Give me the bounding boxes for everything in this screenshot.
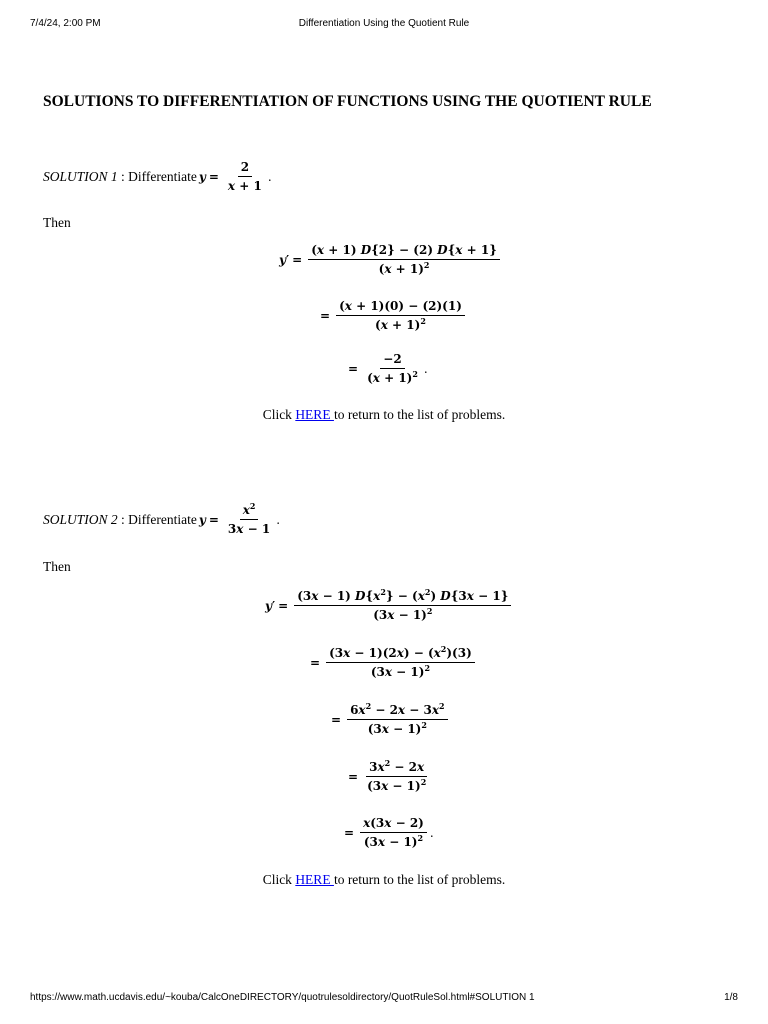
solution-1-step-2: = $\frac{(x + 1)(0) - (2)(1)}{(x + 1)^2}$ — [317, 299, 468, 332]
return-text-after: to return to the list of problems. — [333, 407, 506, 422]
solution-2-step-5: = $\frac{x(3x - 2)}{(3x - 1)^2}$ . — [344, 816, 434, 849]
solution-1-step-1: y ′ = $\frac{(x + 1) D\{2\} - (2) D\{x + 1\}}{(x + 1)^2}$ — [279, 243, 503, 276]
solution-2-step-2: = $\frac{(3x - 1)(2x) - (x^2)(3)}{(3x - 1)^2}$ — [307, 646, 478, 679]
solution-2-statement — [43, 503, 280, 536]
solution-2-then: Then — [43, 559, 71, 574]
solution-2-function: y = $\frac{x^2}{3x - 1}$ . — [198, 501, 281, 536]
page-title: SOLUTIONS TO DIFFERENTIATION OF FUNCTIONS USING THE QUOTIENT RULE — [43, 93, 652, 110]
solution-1-statement — [43, 160, 272, 193]
solution-2-label: SOLUTION 2 — [43, 511, 118, 527]
solution-2-step-4: = $\frac{3x^2 - 2x}{(3x - 1)^2}$ — [348, 758, 427, 793]
solution-2-step-3: = $\frac{6x^2 - 2x - 3x^2}{(3x - 1)^2}$ — [328, 703, 451, 736]
here-link[interactable]: HERE — [295, 872, 334, 887]
solution-1-text: Differentiate — [128, 168, 197, 184]
here-link[interactable]: HERE — [295, 407, 334, 422]
solution-2-step-1: y ′ = $\frac{(3x - 1) D\{x^2\} - (x^2) D\{3x - 1\}}{(3x - 1)^2}$ — [265, 589, 514, 622]
solution-2-text: Differentiate — [128, 511, 197, 527]
solution-2-sep: : — [117, 511, 129, 527]
solution-1-return — [0, 407, 768, 423]
print-page-number: 1/8 — [724, 992, 738, 1003]
print-url: https://www.math.ucdavis.edu/~kouba/CalcOneDIRECTORY/quotrulesoldirectory/QuotRuleSol.html#SOLUTION 1 — [30, 992, 535, 1003]
print-datetime: 7/4/24, 2:00 PM — [30, 18, 101, 29]
return-text-before: Click — [262, 872, 296, 887]
solution-1-sep: : — [117, 168, 129, 184]
print-header — [0, 18, 768, 34]
solution-1-function: y = $\frac{2}{x + 1}$ . — [198, 160, 272, 193]
print-footer — [0, 992, 768, 1008]
return-text-after: to return to the list of problems. — [333, 872, 506, 887]
solution-2-return — [0, 872, 768, 888]
solution-1-label: SOLUTION 1 — [43, 168, 118, 184]
solution-1-step-3: = $\frac{-2}{(x + 1)^2}$ . — [348, 352, 428, 385]
solution-1-then: Then — [43, 215, 71, 230]
print-page-title: Differentiation Using the Quotient Rule — [298, 18, 470, 29]
return-text-before: Click — [262, 407, 296, 422]
